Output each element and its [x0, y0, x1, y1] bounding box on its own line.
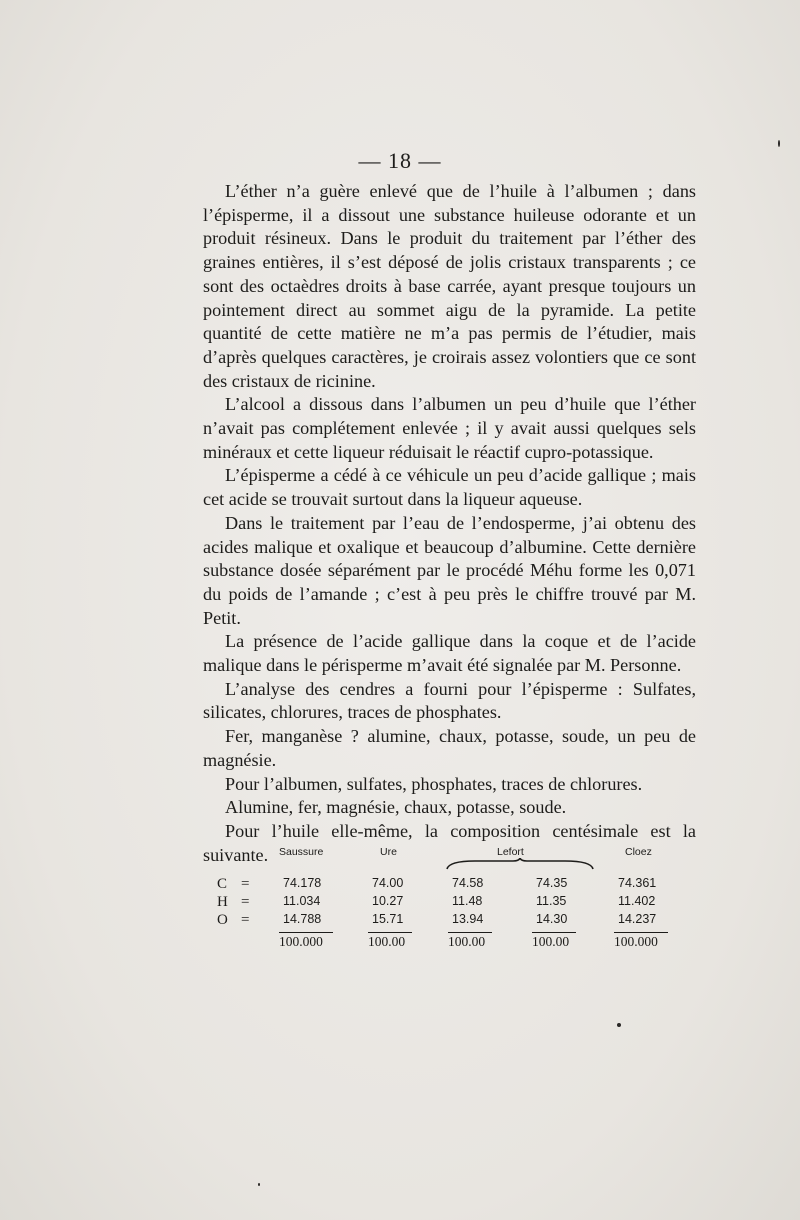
lefort-brace-icon — [445, 858, 595, 870]
element-symbol: O — [217, 912, 228, 928]
ink-speck — [778, 140, 780, 147]
column-header-ure: Ure — [380, 846, 397, 858]
paragraph: Alumine, fer, magnésie, chaux, potasse, soude. — [225, 797, 567, 818]
paragraph: Fer, manganèse ? alumine, chaux, potasse, soude, un peu de magnésie. — [203, 726, 696, 770]
page-number: — 18 — — [358, 148, 442, 173]
table-cell: 74.361 — [618, 876, 657, 890]
table-row — [207, 894, 677, 912]
column-header-cloez: Cloez — [625, 846, 652, 858]
column-header-lefort: Lefort — [497, 846, 524, 858]
column-header-saussure: Saussure — [279, 846, 324, 858]
table-cell: 15.71 — [372, 912, 404, 926]
table-cell: 74.58 — [452, 876, 484, 890]
table-cell: 74.178 — [283, 876, 322, 890]
element-symbol: C — [217, 876, 228, 892]
equals-sign: = — [241, 876, 250, 892]
sum-rule — [448, 932, 492, 933]
paragraph: L’alcool a dissous dans l’albumen un peu d’huile que l’éther n’avait pas complétement enlevée ; il y avait aussi quelques sels minéraux et cette liqueur réduisait le réactif cupro-potassique. — [203, 394, 696, 462]
table-row — [207, 912, 677, 930]
equals-sign: = — [241, 894, 250, 910]
body-text — [203, 180, 696, 867]
paragraph: L’épisperme a cédé à ce véhicule un peu d’acide gallique ; mais cet acide se trouvait surtout dans la liqueur aqueuse. — [203, 465, 696, 510]
table-cell: 11.35 — [536, 894, 567, 908]
paragraph: L’analyse des cendres a fourni pour l’épisperme : Sulfates, silicates, chlorures, traces de phosphates. — [203, 678, 696, 723]
paragraph: La présence de l’acide gallique dans la coque et de l’acide malique dans le périsperme m’avait été signalée par M. Personne. — [203, 631, 696, 676]
totals-row — [207, 934, 677, 952]
sum-rule — [368, 932, 412, 933]
table-cell: 74.35 — [536, 876, 568, 890]
paragraph: Pour l’albumen, sulfates, phosphates, traces de chlorures. — [225, 773, 643, 794]
ink-speck — [617, 1023, 621, 1027]
paragraph: Pour l’huile elle-même, la composition centésimale est la suivante. — [203, 820, 696, 865]
total-cell: 100.000 — [614, 934, 658, 949]
table-cell: 14.788 — [283, 912, 322, 926]
ink-speck — [258, 1183, 260, 1186]
table-cell: 11.48 — [452, 894, 483, 908]
paragraph: L’éther n’a guère enlevé que de l’huile à l’albumen ; dans l’épisperme, il a dissout une substance huileuse odorante et un produit résineux. Dans le produit du traitement par l’éther des graines entières, il s’est déposé de jolis cristaux transparents ; ce sont des octaèdres droits à base carrée, ayant presque toujours un pointement direct au sommet aigu de la pyramide. La petite quantité de cette matière ne m’a pas permis de l’étudier, mais d’après quelques caractères, je croirais assez volontiers que ce sont des cristaux de ricinine. — [203, 181, 696, 391]
table-cell: 11.034 — [283, 894, 321, 908]
table-row — [207, 876, 677, 894]
sum-rule — [279, 932, 333, 933]
table-cell: 14.237 — [618, 912, 657, 926]
table-cell: 14.30 — [536, 912, 568, 926]
sum-rule — [614, 932, 668, 933]
table-cell: 11.402 — [618, 894, 656, 908]
table-cell: 13.94 — [452, 912, 484, 926]
equals-sign: = — [241, 912, 250, 928]
total-cell: 100.00 — [448, 934, 486, 949]
total-cell: 100.000 — [279, 934, 323, 949]
total-cell: 100.00 — [368, 934, 406, 949]
table-cell: 10.27 — [372, 894, 404, 908]
paragraph: Dans le traitement par l’eau de l’endosperme, j’ai obtenu des acides malique et oxalique et beaucoup d’albumine. Cette dernière substance dosée séparément par le procédé Méhu forme les 0,071 du poids de l’amande ; c’est à peu près le chiffre trouvé par M. Petit. — [203, 512, 696, 628]
sum-rule — [532, 932, 576, 933]
element-symbol: H — [217, 894, 228, 910]
table-cell: 74.00 — [372, 876, 404, 890]
total-cell: 100.00 — [532, 934, 570, 949]
